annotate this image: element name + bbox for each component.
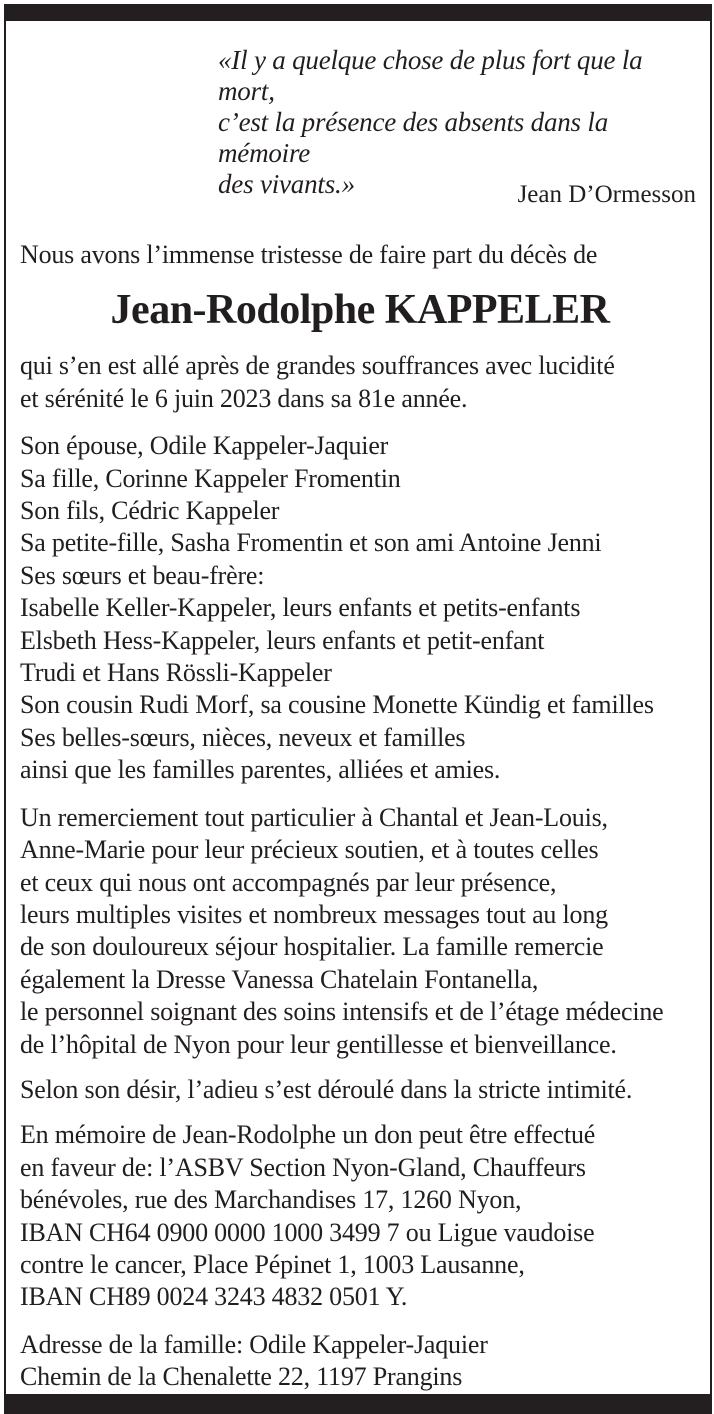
death-details: qui s’en est allé après de grandes souffrances avec lucidité et sérénité le 6 juin 2023 dans sa 81e année. bbox=[20, 351, 615, 413]
family-address: Adresse de la famille: Odile Kappeler-Jaquier Chemin de la Chenalette 22, 1197 Prangins bbox=[20, 1329, 488, 1392]
obituary-notice bbox=[4, 4, 712, 1392]
donation-paragraph: En mémoire de Jean-Rodolphe un don peut être effectué en faveur de: l’ASBV Section Nyon-Gland, Chauffeurs bénévoles, rue des Marchandises 17, 1260 Nyon, IBAN CH64 0900 0000 1000 3499 7 ou Ligue vaudoise contre le cancer, Place Pépinet 1, 1003 Lausanne, IBAN CH89 0024 3243 4832 0501 Y. bbox=[20, 1120, 596, 1312]
quote-line: c’est la présence des absents dans la mémoire bbox=[218, 107, 609, 168]
quote-attribution: Jean D’Ormesson bbox=[517, 181, 696, 208]
thanks-paragraph: Un remerciement tout particulier à Chantal et Jean-Louis, Anne-Marie pour leur précieux soutien, et à toutes celles et ceux qui nous ont accompagnés par leur présence, leurs multiples visites et nombreux messages tout au long de son douloureux séjour hospitalier. La famille remercie également la Dresse Vanessa Chatelain Fontanella, le personnel soignant des soins intensifs et de l’étage médecine de l’hôpital de Nyon pour leur gentillesse et bienveillance. bbox=[20, 802, 664, 1059]
deceased-name: Jean-Rodolphe KAPPELER bbox=[110, 287, 610, 334]
epigraph-quote bbox=[218, 45, 696, 208]
quote-line: «Il y a quelque chose de plus fort que la mort, bbox=[218, 45, 643, 106]
farewell-line: Selon son désir, l’adieu s’est déroulé dans la stricte intimité. bbox=[20, 1074, 633, 1104]
family-list: Son épouse, Odile Kappeler-Jaquier Sa fille, Corinne Kappeler Fromentin Son fils, Cédric Kappeler Sa petite-fille, Sasha Fromentin et son ami Antoine Jenni Ses sœurs et beau-frère: Isabelle Keller-Kappeler, leurs enfants et petits-enfants Elsbeth Hess-Kappeler, leurs enfants et petit-enfant Trudi et Hans Rössli-Kappeler Son cousin Rudi Morf, sa cousine Monette Kündig et familles Ses belles-sœurs, nièces, neveux et familles ainsi que les familles parentes, alliées et amies. bbox=[20, 431, 654, 785]
top-rule bbox=[4, 4, 712, 21]
obituary-content bbox=[4, 21, 712, 1394]
quote-line: des vivants.» bbox=[218, 169, 355, 199]
bottom-rule bbox=[4, 1394, 712, 1414]
announcement-intro: Nous avons l’immense tristesse de faire part du décès de bbox=[20, 240, 598, 269]
